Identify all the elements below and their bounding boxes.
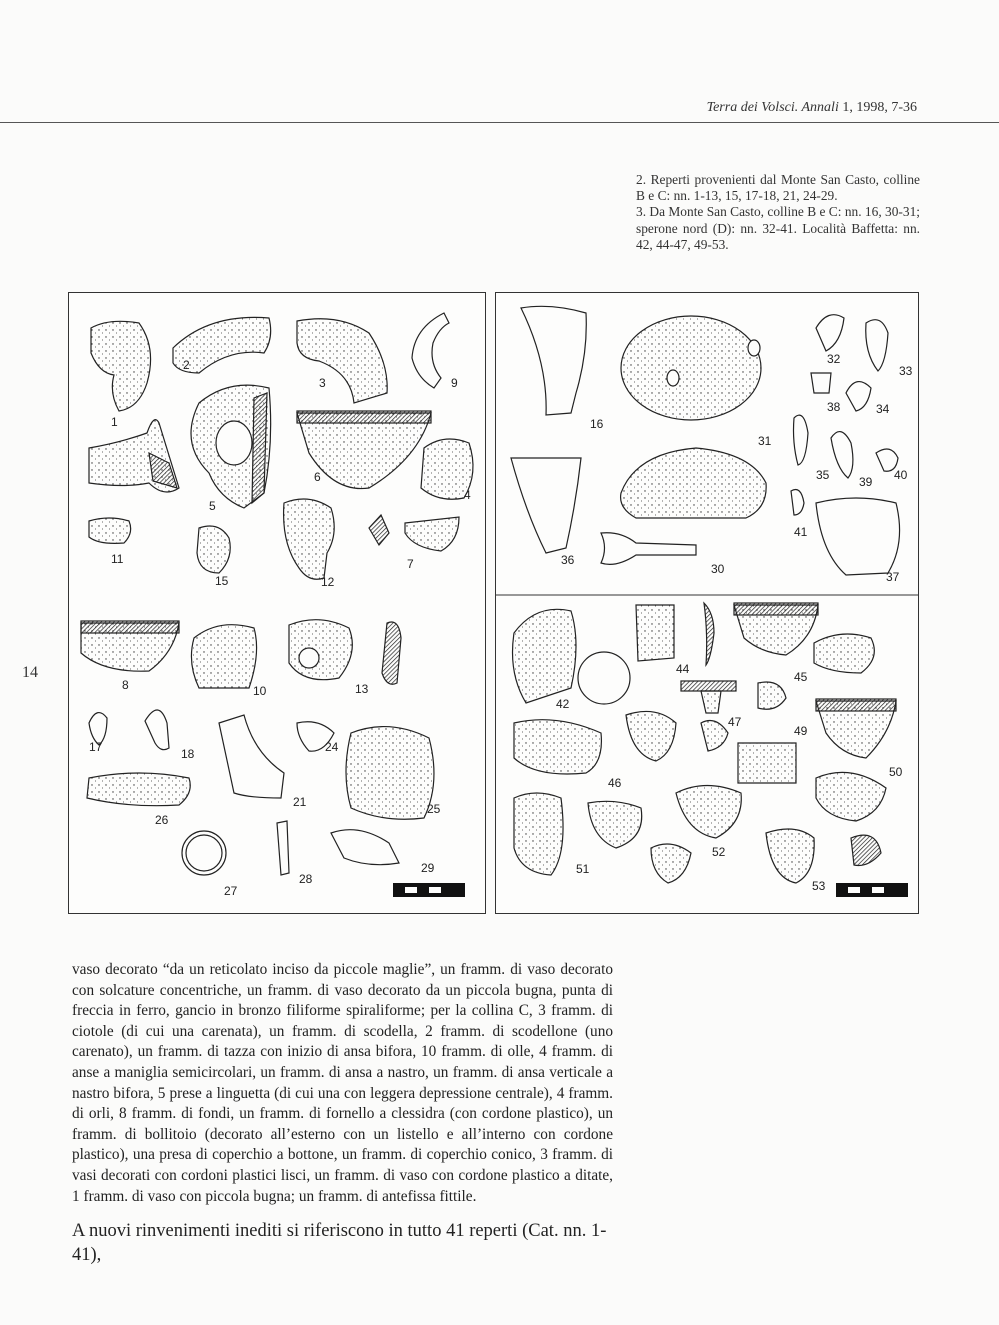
label: 28 <box>299 872 313 886</box>
sherd-31-bottom <box>621 448 767 518</box>
label: 8 <box>122 678 129 692</box>
sherd-31-top <box>621 316 761 420</box>
label: 35 <box>816 468 830 482</box>
sherd-15 <box>197 526 230 573</box>
sherd-46b <box>626 711 676 761</box>
sherd-42-section <box>578 652 630 704</box>
label: 32 <box>827 352 841 366</box>
sherd-42 <box>513 609 577 703</box>
sherd-31-hole-b <box>748 340 760 356</box>
sherd-41 <box>791 490 804 516</box>
label: 34 <box>876 402 890 416</box>
sherd-10 <box>191 625 256 688</box>
label: 31 <box>758 434 772 448</box>
label: 27 <box>224 884 238 898</box>
plate-right <box>495 292 919 914</box>
body-paragraph-2: A nuovi rinvenimenti inediti si riferiscono in tutto 41 reperti (Cat. nn. 1-41), <box>72 1221 607 1265</box>
label: 18 <box>181 747 195 761</box>
sherd-5-hatch <box>252 393 267 503</box>
sherd-26 <box>87 773 190 806</box>
label: 52 <box>712 845 726 859</box>
figure-caption <box>636 172 920 253</box>
label: 42 <box>556 697 570 711</box>
label: 30 <box>711 562 725 576</box>
label: 41 <box>794 525 808 539</box>
sherd-30 <box>601 533 696 565</box>
label: 3 <box>319 376 326 390</box>
sherd-47-rim <box>681 681 736 691</box>
sherd-53 <box>766 829 814 883</box>
sherd-45b <box>814 634 874 673</box>
sherd-38 <box>811 373 831 393</box>
label: 33 <box>899 364 913 378</box>
sherd-7a <box>369 515 389 545</box>
sherd-47b <box>701 721 728 751</box>
sherd-50-rim <box>816 699 896 711</box>
scale-bar-left <box>393 883 465 897</box>
sherd-7b <box>405 517 459 551</box>
sherd-27-inner <box>186 835 222 871</box>
label: 2 <box>183 358 190 372</box>
label: 13 <box>355 682 369 696</box>
sherd-18 <box>145 710 169 750</box>
sherd-52b <box>676 786 741 839</box>
sherd-44-section <box>704 603 714 665</box>
sherd-31-hole-a <box>667 370 679 386</box>
sherd-49 <box>738 743 796 783</box>
caption-fig-3: 3. Da Monte San Casto, colline B e C: nn. 16, 30-31; sperone nord (D): nn. 32-41. Località Baffetta: nn. 42, 44-47, 49-53. <box>636 204 920 252</box>
sherd-47 <box>701 691 721 713</box>
label: 53 <box>812 879 826 893</box>
label: 7 <box>407 557 414 571</box>
label: 10 <box>253 684 267 698</box>
plate-left-drawing <box>69 293 485 913</box>
sherd-5-hole <box>216 421 252 465</box>
sherd-13-boss <box>299 648 319 668</box>
sherd-49-top <box>758 682 786 709</box>
page-number: 14 <box>22 664 38 681</box>
sherd-53-section <box>851 835 881 865</box>
label: 25 <box>427 802 441 816</box>
sherd-50b <box>816 772 886 821</box>
sherd-46a <box>514 720 601 774</box>
sherd-3 <box>297 319 387 403</box>
sherd-52c <box>651 844 691 883</box>
sherd-12 <box>284 499 335 579</box>
label: 29 <box>421 861 435 875</box>
sherd-33 <box>866 320 888 371</box>
sherd-8-rim <box>81 621 179 633</box>
sherd-6-rim <box>297 411 431 423</box>
caption-fig-2: 2. Reperti provenienti dal Monte San Casto, colline B e C: nn. 1-13, 15, 17-18, 21, 24-29. <box>636 172 920 204</box>
sherd-13 <box>289 620 352 680</box>
journal-issue: 1, 1998, 7-36 <box>838 100 917 115</box>
label: 37 <box>886 570 900 584</box>
sherd-13-handle <box>382 622 401 684</box>
sherd-39 <box>831 432 853 478</box>
sherd-37 <box>816 498 900 575</box>
sherd-35 <box>794 415 809 465</box>
label: 45 <box>794 670 808 684</box>
plate-left <box>68 292 486 914</box>
label: 4 <box>464 488 471 502</box>
sherd-32 <box>816 315 844 351</box>
label: 44 <box>676 662 690 676</box>
label: 26 <box>155 813 169 827</box>
sherd-21 <box>219 715 284 798</box>
label: 39 <box>859 475 873 489</box>
label: 17 <box>89 740 103 754</box>
sherd-34 <box>846 382 871 411</box>
sherd-16 <box>521 306 586 415</box>
label: 12 <box>321 575 335 589</box>
sherd-51 <box>514 793 563 875</box>
label: 21 <box>293 795 307 809</box>
sherd-52a <box>588 801 642 848</box>
sherd-1 <box>91 321 151 411</box>
label: 6 <box>314 470 321 484</box>
body-paragraph-1: vaso decorato “da un reticolato inciso da piccole maglie”, un framm. di vaso decorato con solcature concentriche, un framm. di vaso decorato da un piccola bugna, punta di freccia in ferro, gancio in bronzo filiforme spiraliforme; per la collina C, 3 framm. di ciotole (di cui una carenata), un framm. di scodella, 2 framm. di scodellone (uno carenato), un framm. di tazza con inizio di ansa bifora, 10 framm. di olle, 4 framm. di anse a maniglia semicircolari, un framm. di ansa a nastro, un framm. di ansa verticale a nastro bifora, 5 prese a linguetta (di cui una con leggera depressione centrale), 4 framm. di orli, 8 framm. di fondi, un framm. di fornello a clessidra (con cordone plastico), un framm. di bollitoio (decorato all’esterno con un listello e all’interno con cordone plastico), una presa di coperchio a bottone, un framm. di coperchio conico, 3 framm. di vasi decorati con cordoni plastici lisci, un framm. di vaso con cordone plastico a ditate, 1 framm. di vaso con piccola bugna; un framm. di antefissa fittile. <box>72 961 613 1205</box>
plate-right-drawing <box>496 293 918 913</box>
journal-title: Terra dei Volsci. Annali <box>706 100 839 115</box>
label: 1 <box>111 415 118 429</box>
label: 36 <box>561 553 575 567</box>
label: 46 <box>608 776 622 790</box>
sherd-9 <box>412 313 449 388</box>
label: 11 <box>111 552 124 566</box>
sherd-45-rim <box>734 603 818 615</box>
sherd-29 <box>331 830 399 865</box>
running-head <box>707 100 917 116</box>
label: 40 <box>894 468 908 482</box>
header-rule <box>0 122 999 123</box>
sherd-28 <box>277 821 289 875</box>
scale-bar-right <box>836 883 908 897</box>
label: 51 <box>576 862 590 876</box>
label: 50 <box>889 765 903 779</box>
sherd-36 <box>511 458 581 553</box>
label: 49 <box>794 724 808 738</box>
sherd-11 <box>89 518 131 543</box>
label: 15 <box>215 574 229 588</box>
label: 24 <box>325 740 339 754</box>
label: 47 <box>728 715 742 729</box>
label: 5 <box>209 499 216 513</box>
sherd-44 <box>636 605 674 661</box>
sherd-27 <box>182 831 226 875</box>
label: 16 <box>590 417 604 431</box>
label: 38 <box>827 400 841 414</box>
sherd-25 <box>346 727 434 820</box>
label: 9 <box>451 376 458 390</box>
